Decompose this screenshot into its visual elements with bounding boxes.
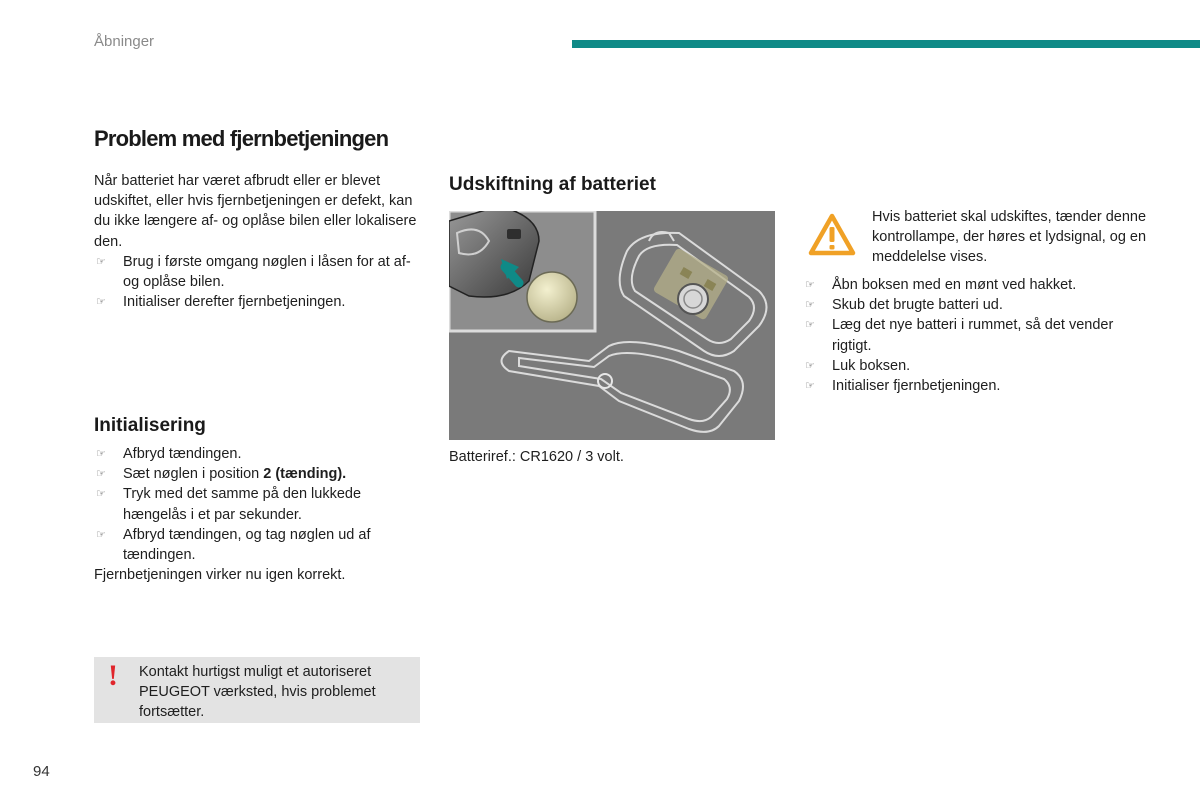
list-item: ☞ Skub det brugte batteri ud.	[803, 295, 1143, 315]
list-item: ☞ Initialiser derefter fjernbetjeningen.	[94, 292, 424, 312]
pointing-hand-icon: ☞	[805, 380, 815, 393]
pointing-hand-icon: ☞	[805, 299, 815, 312]
warning-text: Kontakt hurtigst muligt et autoriseret PEUGEOT værksted, hvis problemet fortsætter.	[139, 664, 376, 721]
list-item: ☞ Sæt nøglen i position 2 (tænding).	[94, 464, 424, 484]
key-fob-illustration	[449, 211, 775, 440]
pointing-hand-icon: ☞	[805, 359, 815, 372]
list-item: ☞ Åbn boksen med en mønt ved hakket.	[803, 275, 1143, 295]
exclamation-icon: !	[108, 659, 118, 692]
pointing-hand-icon: ☞	[96, 468, 106, 481]
list-item: ☞ Afbryd tændingen.	[94, 444, 424, 464]
pointing-hand-icon: ☞	[805, 279, 815, 291]
battery-heading: Udskiftning af batteriet	[449, 174, 656, 195]
lamp-text: Hvis batteriet skal udskiftes, tænder denne kontrollampe, der høres et lydsignal, og en meddelelse vises.	[872, 209, 1147, 266]
battery-illustration	[449, 211, 775, 440]
list-item: ☞ Initialiser fjernbetjeningen.	[803, 376, 1143, 396]
list-item: ☞ Brug i første omgang nøglen i låsen for at af- og oplåse bilen.	[96, 253, 411, 291]
initialisering-steps	[94, 444, 424, 565]
pointing-hand-icon: ☞	[805, 319, 815, 332]
page-title: Problem med fjernbetjeningen	[94, 126, 389, 151]
list-item: ☞ Luk boksen.	[803, 356, 1143, 376]
list-item: ☞ Afbryd tændingen, og tag nøglen ud af tændingen.	[96, 526, 371, 564]
initialisering-heading: Initialisering	[94, 415, 206, 436]
pointing-hand-icon: ☞	[96, 448, 106, 460]
initialisering-closing: Fjernbetjeningen virker nu igen korrekt.	[94, 567, 346, 584]
pointing-hand-icon: ☞	[96, 488, 106, 501]
battery-steps	[803, 275, 1143, 396]
list-item: ☞ Tryk med det samme på den lukkede hængelås i et par sekunder.	[96, 486, 362, 523]
pointing-hand-icon: ☞	[96, 528, 106, 541]
intro-bullets	[94, 252, 424, 313]
battery-reference: Batteriref.: CR1620 / 3 volt.	[449, 449, 624, 465]
intro-paragraph: Når batteriet har været afbrudt eller er blevet udskiftet, eller hvis fjernbetjeningen er defekt, kan du ikke længere af- og oplåse bilen eller lokalisere den.	[94, 173, 417, 250]
section-label: Åbninger	[94, 33, 155, 50]
page-number: 94	[33, 763, 50, 780]
pointing-hand-icon: ☞	[96, 255, 106, 268]
initialisering-block	[94, 444, 424, 585]
intro-block	[94, 171, 424, 312]
warning-triangle-icon	[808, 213, 856, 262]
list-item: ☞ Læg det nye batteri i rummet, så det vender rigtigt.	[805, 317, 1114, 354]
pointing-hand-icon: ☞	[96, 296, 106, 309]
accent-bar	[572, 40, 1200, 48]
